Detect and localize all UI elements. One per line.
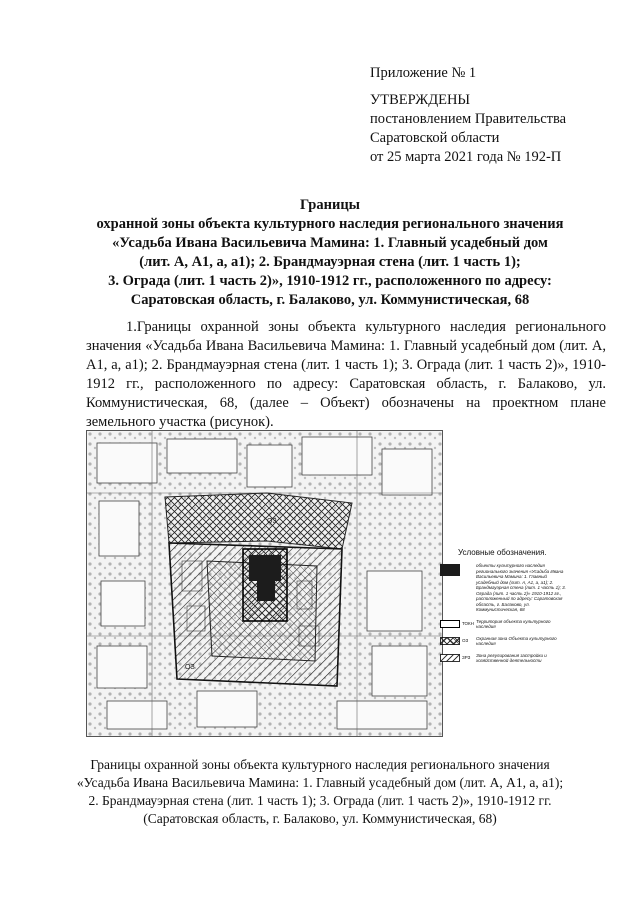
- body-paragraph: 1.Границы охранной зоны объекта культурного наследия регионального значения «Усадьба Ивана Васильевича Мамина: 1. Главный усадебный дом (лит. А, А1, а, а1); 2. Брандмауэрная стена (лит. 1 часть 1); 3. Ограда (лит. 1 часть 2)», 1910-1912 гг., расположенного по адресу: Саратовская область, г. Балаково, ул. Коммунистическая, 68, (далее – Объект) обозначены на проектном плане земельного участка (рисунок).: [86, 319, 606, 430]
- legend-item-object: [440, 563, 570, 613]
- legend-text: Зона регулирования застройки и хозяйственной деятельности: [476, 652, 547, 663]
- title-line-2: охранной зоны объекта культурного наследия регионального значения: [96, 216, 564, 232]
- zone-label-upper: ОЗ: [267, 518, 277, 525]
- legend-swatch-protection-zone: [440, 637, 460, 645]
- legend-item-protection-zone: [440, 636, 570, 647]
- legend-code: ТОКН: [462, 620, 474, 626]
- legend-item-regulation-zone: [440, 653, 570, 664]
- legend-swatch-object: [440, 564, 460, 576]
- legend-swatch-regulation-zone: [440, 654, 460, 662]
- legend-text: объекты культурного наследия регионального значения «Усадьба Ивана Васильевича Мамина: 1. Главный усадебный дом (лит. А, А1, а, а1); 2. Брандмауэрная стена (лит. 1 часть 1); 3. Ограда (лит. 1 часть 2)» 1910-1912 гг., расположенный по адресу: Саратовская область, г. Балаково, ул. Коммунистическая, 68: [476, 563, 566, 612]
- approval-block: [370, 64, 630, 167]
- title-line-1: Границы: [299, 197, 360, 213]
- approval-line-1: постановлением Правительства: [370, 111, 567, 127]
- zone-label-lower: ОЗ: [185, 664, 195, 671]
- legend-title: Условные обозначения.: [458, 548, 547, 557]
- figure-caption: [60, 756, 580, 828]
- land-plot-map: [86, 430, 443, 737]
- legend-code: ЗРЗ: [462, 654, 471, 660]
- legend-swatch-territory: [440, 620, 460, 628]
- approval-line-3: от 25 марта 2021 года № 192-П: [370, 149, 562, 165]
- caption-line-2: «Усадьба Ивана Васильевича Мамина: 1. Главный усадебный дом (лит. А, А1, а, а1);: [76, 775, 564, 790]
- legend-item-territory: [440, 619, 570, 630]
- appendix-number: Приложение № 1: [370, 65, 477, 81]
- legend-text: Охранная зона Объекта культурного наследия: [476, 635, 557, 646]
- approval-line-2: Саратовской области: [370, 130, 500, 146]
- caption-line-4: (Саратовская область, г. Балаково, ул. Коммунистическая, 68): [143, 811, 497, 826]
- legend-text: Территория объекта культурного наследия: [476, 618, 551, 629]
- title-line-6: Саратовская область, г. Балаково, ул. Коммунистическая, 68: [130, 292, 530, 308]
- caption-line-3: 2. Брандмауэрная стена (лит. 1 часть 1); 3. Ограда (лит. 1 часть 2)», 1910-1912 гг.: [88, 793, 552, 808]
- title-line-3: «Усадьба Ивана Васильевича Мамина: 1. Главный усадебный дом: [112, 235, 548, 251]
- map-legend: [440, 548, 570, 670]
- title-line-4: (лит. А, А1, а, а1); 2. Брандмауэрная стена (лит. 1 часть 1);: [139, 254, 521, 270]
- approved-heading: УТВЕРЖДЕНЫ: [370, 92, 471, 108]
- title-line-5: 3. Ограда (лит. 1 часть 2)», 1910-1912 гг., расположенного по адресу:: [108, 273, 552, 289]
- legend-code: ОЗ: [462, 637, 469, 643]
- caption-line-1: Границы охранной зоны объекта культурного наследия регионального значения: [90, 757, 550, 772]
- document-title: [70, 196, 590, 310]
- map-drawing: [87, 431, 442, 736]
